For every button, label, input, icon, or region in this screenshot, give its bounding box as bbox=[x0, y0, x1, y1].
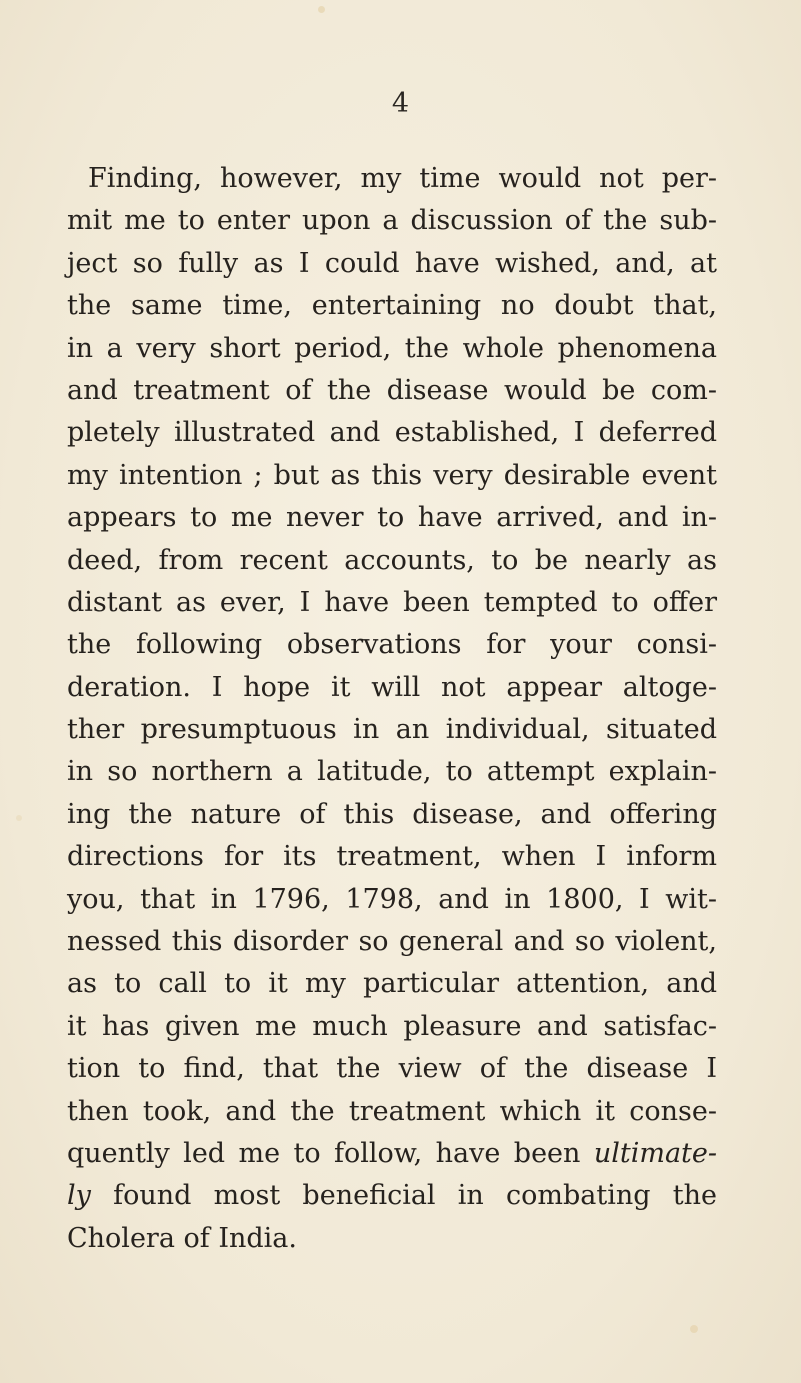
text-line: appears to me never to have arrived, and in- bbox=[67, 502, 717, 534]
text-line: ing the nature of this disease, and offering bbox=[67, 798, 717, 830]
italic-text-segment: ultimate- bbox=[593, 1137, 717, 1169]
text-line: my intention ; but as this very desirable event bbox=[67, 459, 717, 491]
text-segment: quently led me to follow, have been bbox=[67, 1137, 594, 1169]
text-line: ther presumptuous in an individual, situated bbox=[67, 714, 717, 746]
text-segment: found most beneficial in combating the bbox=[90, 1180, 717, 1212]
text-line: in so northern a latitude, to attempt explain- bbox=[67, 756, 717, 788]
text-line: you, that in 1796, 1798, and in 1800, I wit- bbox=[67, 883, 717, 915]
text-line: ject so fully as I could have wished, and, at bbox=[67, 247, 717, 279]
text-line-with-italic bbox=[67, 1175, 717, 1217]
paper-stain bbox=[318, 6, 325, 13]
text-line: distant as ever, I have been tempted to offer bbox=[67, 586, 717, 618]
text-line: deration. I hope it will not appear altoge- bbox=[67, 671, 717, 703]
text-line: directions for its treatment, when I inform bbox=[67, 841, 717, 873]
text-line: pletely illustrated and established, I deferred bbox=[67, 417, 717, 449]
page-number: 4 bbox=[391, 88, 410, 119]
text-line: Cholera of India. bbox=[67, 1222, 297, 1254]
text-line: and treatment of the disease would be com- bbox=[67, 374, 717, 406]
text-line: the following observations for your consi- bbox=[67, 629, 717, 661]
body-paragraph bbox=[67, 158, 717, 1260]
text-line: tion to find, that the view of the disease I bbox=[67, 1053, 717, 1085]
text-line: in a very short period, the whole phenomena bbox=[67, 332, 717, 364]
paper-stain bbox=[690, 1325, 698, 1333]
text-line-with-italic bbox=[67, 1133, 717, 1175]
text-line: Finding, however, my time would not per- bbox=[88, 163, 717, 194]
text-line: nessed this disorder so general and so violent, bbox=[67, 926, 717, 958]
text-line: the same time, entertaining no doubt that, bbox=[67, 290, 717, 322]
text-line: as to call to it my particular attention, and bbox=[67, 968, 717, 1000]
paper-stain bbox=[16, 815, 22, 821]
italic-text-segment: ly bbox=[67, 1180, 91, 1212]
text-line: then took, and the treatment which it conse- bbox=[67, 1095, 717, 1127]
text-line: mit me to enter upon a discussion of the sub- bbox=[67, 205, 717, 237]
text-line: deed, from recent accounts, to be nearly as bbox=[67, 544, 717, 576]
text-line: it has given me much pleasure and satisfac- bbox=[67, 1010, 717, 1042]
